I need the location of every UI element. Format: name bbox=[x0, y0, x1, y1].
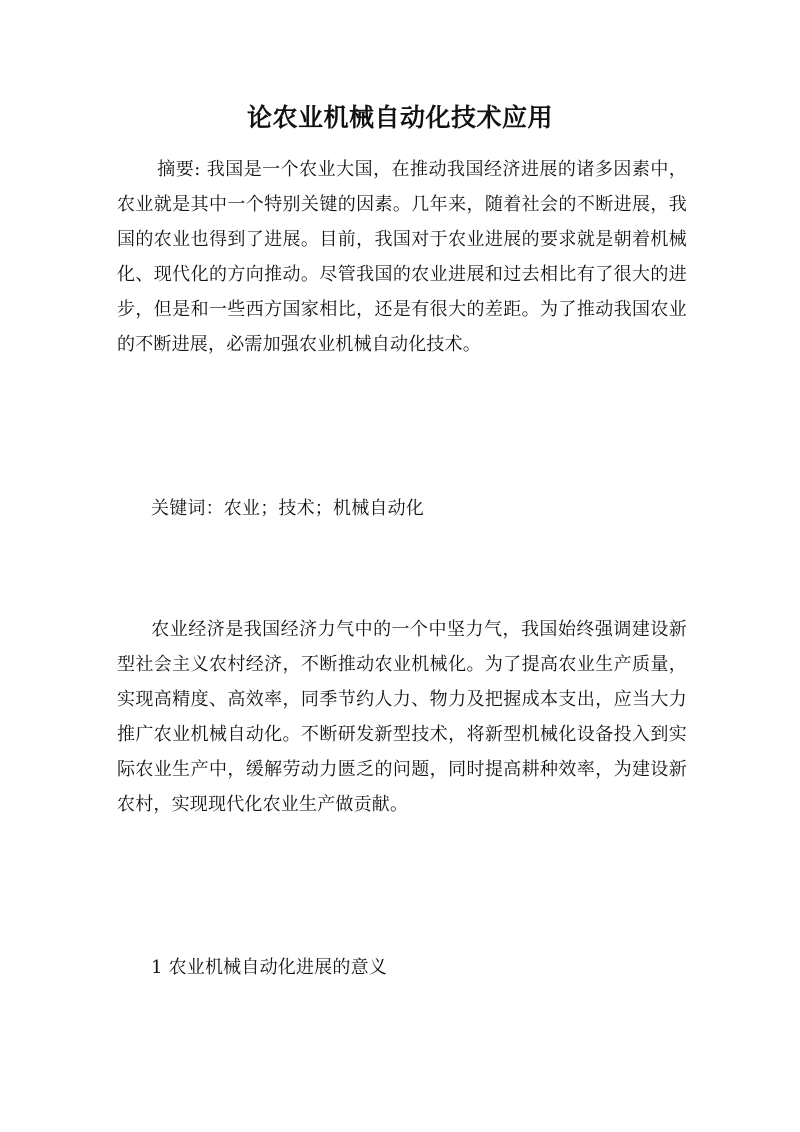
body-paragraph bbox=[117, 612, 687, 822]
section-heading bbox=[117, 950, 687, 985]
body-paragraph-text: 农业经济是我国经济力气中的一个中坚力气，我国始终强调建设新型社会主义农村经济，不断推动农业机械化。为了提高农业生产质量，实现高精度、高效率，同季节约人力、物力及把握成本支出，应当大力推广农业机械自动化。不断研发新型技术，将新型机械化设备投入到实际农业生产中，缓解劳动力匮乏的问题，同时提高耕种效率，为建设新农村，实现现代化农业生产做贡献。 bbox=[117, 619, 687, 815]
document-title: 论农业机械自动化技术应用 bbox=[246, 103, 553, 132]
abstract-paragraph bbox=[117, 152, 687, 362]
abstract-label: 摘要: bbox=[157, 159, 201, 180]
abstract-text: 我国是一个农业大国，在推动我国经济进展的诸多因素中，农业就是其中一个特别关键的因素。几年来，随着社会的不断进展，我国的农业也得到了进展。目前，我国对于农业进展的要求就是朝着机械化、现代化的方向推动。尽管我国的农业进展和过去相比有了很大的进步，但是和一些西方国家相比，还是有很大的差距。为了推动我国农业的不断进展，必需加强农业机械自动化技术。 bbox=[117, 159, 688, 355]
keywords-text: 关键词：农业；技术；机械自动化 bbox=[151, 498, 424, 519]
section-heading-text: 1 农业机械自动化进展的意义 bbox=[151, 957, 387, 978]
keywords-line bbox=[117, 491, 687, 526]
